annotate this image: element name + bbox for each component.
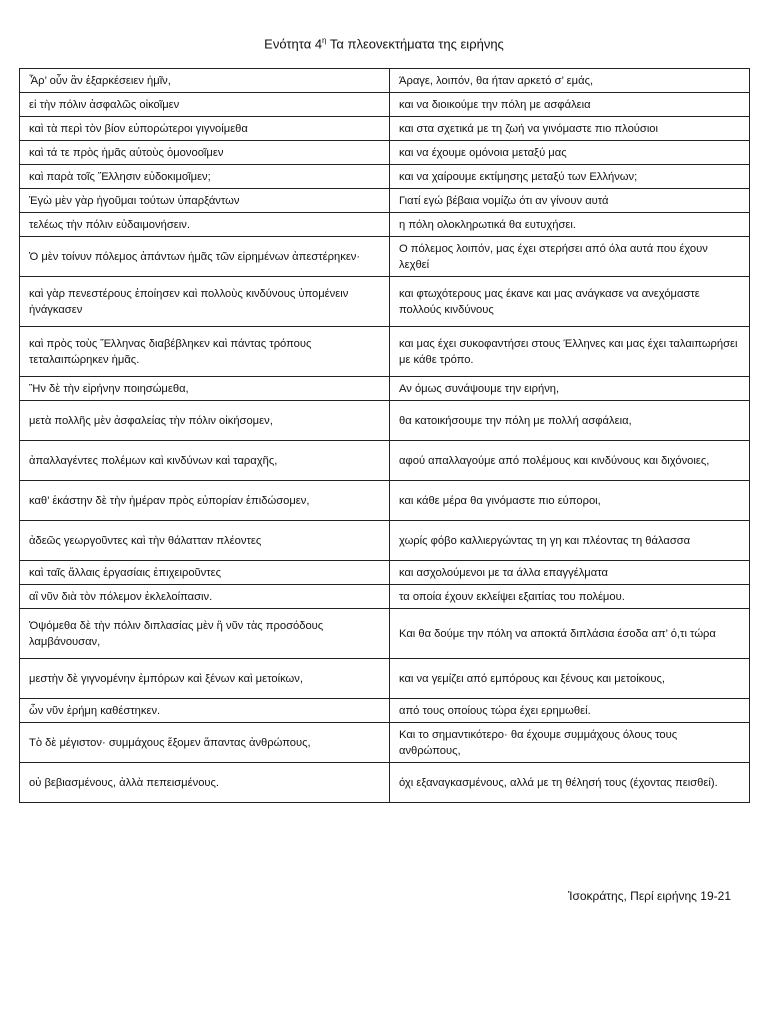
table-row — [20, 117, 750, 141]
ancient-text-cell: Ἆρ’ οὖν ἂν ἐξαρκέσειεν ἡμῖν, — [20, 69, 390, 93]
modern-translation-cell: και μας έχει συκοφαντήσει στους Έλληνες και μας έχει ταλαιπωρήσει με κάθε τρόπο. — [390, 327, 750, 377]
modern-translation-cell: όχι εξαναγκασμένους, αλλά με τη θέλησή τους (έχοντας πεισθεί). — [390, 763, 750, 803]
table-row — [20, 609, 750, 659]
ancient-text-cell: ὧν νῦν ἐρήμη καθέστηκεν. — [20, 699, 390, 723]
ancient-text-cell: καὶ τὰ περὶ τὸν βίον εὐπορώτεροι γιγνοίμεθα — [20, 117, 390, 141]
ancient-text-cell: ἀπαλλαγέντες πολέμων καὶ κινδύνων καὶ ταραχῆς, — [20, 441, 390, 481]
modern-translation-cell: Και θα δούμε την πόλη να αποκτά διπλάσια έσοδα απ’ ό,τι τώρα — [390, 609, 750, 659]
ancient-text-cell: μετὰ πολλῆς μὲν ἀσφαλείας τὴν πόλιν οἰκήσομεν, — [20, 401, 390, 441]
table-row — [20, 699, 750, 723]
source-citation: Ἰσοκράτης, Περί ειρήνης 19-21 — [567, 889, 731, 903]
ancient-text-cell: τελέως τὴν πόλιν εὐδαιμονήσειν. — [20, 213, 390, 237]
modern-translation-cell: και κάθε μέρα θα γινόμαστε πιο εύποροι, — [390, 481, 750, 521]
modern-translation-cell: αφού απαλλαγούμε από πολέμους και κινδύνους και διχόνοιες, — [390, 441, 750, 481]
modern-translation-cell: Άραγε, λοιπόν, θα ήταν αρκετό σ’ εμάς, — [390, 69, 750, 93]
modern-translation-cell: και στα σχετικά με τη ζωή να γινόμαστε πιο πλούσιοι — [390, 117, 750, 141]
table-row — [20, 401, 750, 441]
table-row — [20, 659, 750, 699]
modern-translation-cell: και να γεμίζει από εμπόρους και ξένους και μετοίκους, — [390, 659, 750, 699]
ancient-text-cell: καὶ ταῖς ἄλλαις ἐργασίαις ἐπιχειροῦντες — [20, 561, 390, 585]
ancient-text-cell: καθ’ ἑκάστην δὲ τὴν ἡμέραν πρὸς εὐπορίαν ἐπιδώσομεν, — [20, 481, 390, 521]
title-superscript: η — [322, 36, 327, 45]
table-row — [20, 277, 750, 327]
table-row — [20, 585, 750, 609]
title-text: Τα πλεονεκτήματα της ειρήνης — [329, 36, 504, 52]
table-row — [20, 237, 750, 277]
table-row — [20, 763, 750, 803]
table-row — [20, 441, 750, 481]
ancient-text-cell: μεστὴν δὲ γιγνομένην ἐμπόρων καὶ ξένων καὶ μετοίκων, — [20, 659, 390, 699]
ancient-text-cell: καὶ παρὰ τοῖς Ἕλλησιν εὐδοκιμοῖμεν; — [20, 165, 390, 189]
modern-translation-cell: και να χαίρουμε εκτίμησης μεταξύ των Ελλήνων; — [390, 165, 750, 189]
table-row — [20, 327, 750, 377]
ancient-text-cell: Ἐγὼ μὲν γὰρ ἡγοῦμαι τούτων ὑπαρξάντων — [20, 189, 390, 213]
table-row — [20, 69, 750, 93]
modern-translation-cell: τα οποία έχουν εκλείψει εξαιτίας του πολέμου. — [390, 585, 750, 609]
modern-translation-cell: Και το σημαντικότερο· θα έχουμε συμμάχους όλους τους ανθρώπους, — [390, 723, 750, 763]
table-row — [20, 481, 750, 521]
table-row — [20, 377, 750, 401]
ancient-text-cell: καὶ τά τε πρὸς ἡμᾶς αὐτοὺς ὁμονοοῖμεν — [20, 141, 390, 165]
table-row — [20, 561, 750, 585]
ancient-text-cell: ἀδεῶς γεωργοῦντες καὶ τὴν θάλατταν πλέοντες — [20, 521, 390, 561]
translation-table — [19, 68, 750, 803]
ancient-text-cell: Ἢν δὲ τὴν εἰρήνην ποιησώμεθα, — [20, 377, 390, 401]
table-row — [20, 723, 750, 763]
modern-translation-cell: και να έχουμε ομόνοια μεταξύ μας — [390, 141, 750, 165]
ancient-text-cell: καὶ πρὸς τοὺς Ἕλληνας διαβέβληκεν καὶ πάντας τρόπους τεταλαιπώρηκεν ἡμᾶς. — [20, 327, 390, 377]
modern-translation-cell: και ασχολούμενοι με τα άλλα επαγγέλματα — [390, 561, 750, 585]
table-row — [20, 93, 750, 117]
ancient-text-cell: εἰ τὴν πόλιν ἀσφαλῶς οἰκοῖμεν — [20, 93, 390, 117]
table-row — [20, 141, 750, 165]
modern-translation-cell: Ο πόλεμος λοιπόν, μας έχει στερήσει από όλα αυτά που έχουν λεχθεί — [390, 237, 750, 277]
modern-translation-cell: και φτωχότερους μας έκανε και μας ανάγκασε να ανεχόμαστε πολλούς κινδύνους — [390, 277, 750, 327]
title-prefix: Ενότητα 4 — [264, 36, 323, 52]
modern-translation-cell: και να διοικούμε την πόλη με ασφάλεια — [390, 93, 750, 117]
ancient-text-cell: Ὁ μὲν τοίνυν πόλεμος ἁπάντων ἡμᾶς τῶν εἰρημένων ἀπεστέρηκεν· — [20, 237, 390, 277]
ancient-text-cell: αἳ νῦν διὰ τὸν πόλεμον ἐκλελοίπασιν. — [20, 585, 390, 609]
ancient-text-cell: καὶ γὰρ πενεστέρους ἐποίησεν καὶ πολλοὺς κινδύνους ὑπομένειν ἠνάγκασεν — [20, 277, 390, 327]
modern-translation-cell: Γιατί εγώ βέβαια νομίζω ότι αν γίνουν αυτά — [390, 189, 750, 213]
page-title — [0, 36, 768, 51]
table-row — [20, 213, 750, 237]
modern-translation-cell: χωρίς φόβο καλλιεργώντας τη γη και πλέοντας τη θάλασσα — [390, 521, 750, 561]
ancient-text-cell: οὐ βεβιασμένους, ἀλλὰ πεπεισμένους. — [20, 763, 390, 803]
modern-translation-cell: Αν όμως συνάψουμε την ειρήνη, — [390, 377, 750, 401]
modern-translation-cell: θα κατοικήσουμε την πόλη με πολλή ασφάλεια, — [390, 401, 750, 441]
table-row — [20, 189, 750, 213]
modern-translation-cell: η πόλη ολοκληρωτικά θα ευτυχήσει. — [390, 213, 750, 237]
table-row — [20, 521, 750, 561]
ancient-text-cell: Ὀψόμεθα δὲ τὴν πόλιν διπλασίας μὲν ἢ νῦν τὰς προσόδους λαμβάνουσαν, — [20, 609, 390, 659]
ancient-text-cell: Τὸ δὲ μέγιστον· συμμάχους ἕξομεν ἅπαντας ἀνθρώπους, — [20, 723, 390, 763]
table-row — [20, 165, 750, 189]
modern-translation-cell: από τους οποίους τώρα έχει ερημωθεί. — [390, 699, 750, 723]
